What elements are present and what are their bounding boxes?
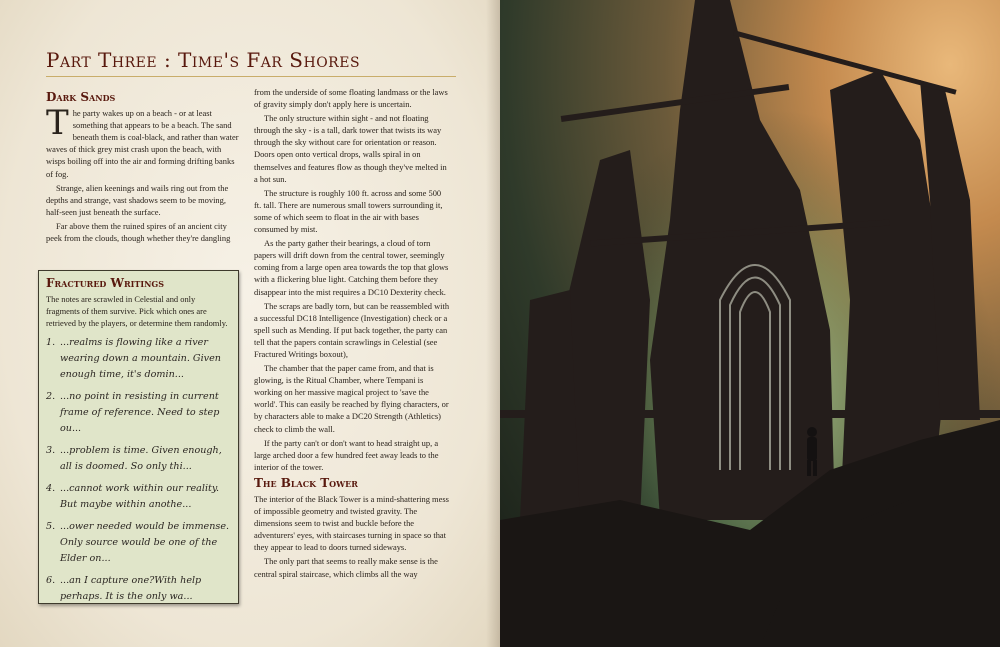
drop-cap: T: [46, 103, 69, 144]
boxout-intro: The notes are scrawled in Celestial and only fragments of them survive. Pick which ones are retrieved by the players, or determine them randomly.: [46, 294, 228, 329]
writing-item: 1. ...realms is flowing like a river wearing down a mountain. Given enough time, it's domin...: [46, 337, 221, 381]
paragraph: The only structure within sight - and not floating through the sky - is a tall, dark tower that twists its way through the sky without care for orientation or reason. Doors open onto vertical drops, walls spiral in on themselves and features flow as though they've melted in a hot sun.: [254, 113, 447, 184]
left-column: [46, 86, 242, 246]
black-tower-heading: The Black Tower: [254, 475, 358, 490]
writing-item: 3. ...problem is time. Given enough, all is doomed. So only thi...: [46, 445, 222, 473]
paragraph: Strange, alien keenings and wails ring out from the depths and strange, vast shadows seem to be moving, half-seen just beneath the surface.: [46, 182, 229, 217]
tower-painting: [500, 0, 1000, 647]
dark-sands-intro: [46, 103, 242, 180]
writing-item: 6. ...an I capture one?With help perhaps. It is the only wa...: [46, 575, 202, 603]
boxout-heading: Fractured Writings: [46, 276, 165, 290]
dark-sands-heading: Dark Sands: [46, 90, 116, 104]
tower-illustration: [500, 0, 1000, 647]
paragraph: The structure is roughly 100 ft. across and some 500 ft. tall. There are numerous small towers surrounding it, some of which seem to float in the air with bases consumed by mist.: [254, 187, 443, 235]
page-title: Part Three : Time's Far Shores: [46, 48, 361, 72]
fractured-writings-boxout: [38, 270, 239, 604]
paragraph: The scraps are badly torn, but can be reassembled with a successful DC18 Intelligence (Investigation) check or a spell such as Mending. If put back together, the party can tell that the papers contain scrawlings in Celestial (see Fractured Writings boxout),: [254, 300, 450, 359]
title-rule: [46, 76, 456, 77]
paragraph: As the party gather their bearings, a cloud of torn papers will drift down from the central tower, seemingly coming from a large open area towards the top that glows with a flickering blue light. Catching them before they disappear into the mist requires a DC10 Dexterity check.: [254, 238, 449, 297]
paragraph: Far above them the ruined spires of an ancient city peek from the clouds, though whether they're dangling: [46, 220, 231, 244]
writing-item: 5. ...ower needed would be immense. Only source would be one of the Elder on...: [46, 521, 230, 565]
writing-item: 2. ...no point in resisting in current frame of reference. Need to step ou...: [46, 391, 220, 435]
intro-text: he party wakes up on a beach - or at least something that appears to be a beach. The sand beneath them is coal-black, and rather than water waves of thick grey mist crash upon the beach, with wisps boiling off into the air and forming drifting banks of fog.: [46, 108, 239, 179]
paragraph: The interior of the Black Tower is a mind-shattering mess of impossible geometry and twisted gravity. The dimensions seem to twist and buckle before the adventurers' eyes, with staircases turning in space so that they appear to lead to doors turned sideways.: [254, 494, 449, 553]
paragraph: from the underside of some floating landmass or the laws of gravity simply don't apply here is uncertain.: [254, 87, 448, 110]
paragraph: The chamber that the paper came from, and that is glowing, is the Ritual Chamber, where Tempani is working on her massive magical project to 'save the world'. This can easily be reached by flying characters, or by characters able to make a DC20 Strength (Athletics) check to climb the wall.: [254, 363, 449, 434]
paragraph: The only part that seems to really make sense is the central spiral staircase, which climbs all the way: [254, 556, 438, 579]
writing-item: 4. ...cannot work within our reality. But maybe within anothe...: [46, 483, 220, 511]
paragraph: If the party can't or don't want to head straight up, a large arched door a few hundred feet away leads to the interior of the tower.: [254, 437, 439, 472]
writings-list: [46, 335, 231, 605]
right-column: [254, 86, 450, 582]
